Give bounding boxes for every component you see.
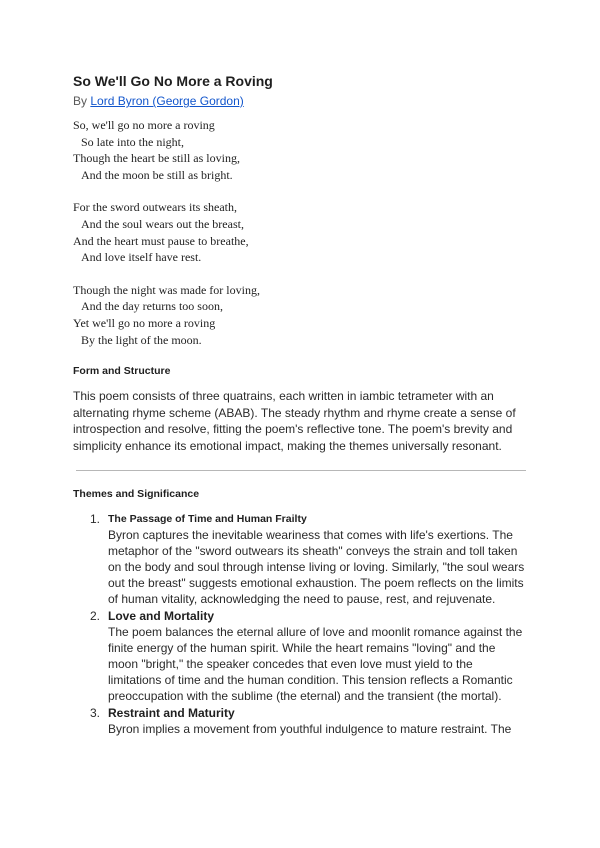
list-number: 1. xyxy=(90,511,101,526)
stanza-3 xyxy=(73,282,528,348)
poem-line: For the sword outwears its sheath, xyxy=(73,200,237,215)
byline-prefix: By xyxy=(73,94,91,108)
poem-line: And love itself have rest. xyxy=(81,250,202,265)
list-number: 2. xyxy=(90,608,101,623)
themes-section xyxy=(73,487,528,737)
themes-list xyxy=(73,511,528,737)
document-page xyxy=(73,72,528,738)
byline xyxy=(73,93,528,109)
poem-line: Yet we'll go no more a roving xyxy=(73,315,216,330)
list-item xyxy=(73,705,528,737)
poem-line: And the moon be still as bright. xyxy=(81,167,233,182)
poem-line: So, we'll go no more a roving xyxy=(73,118,215,132)
poem-line: Though the heart be still as loving, xyxy=(73,151,240,166)
form-heading: Form and Structure xyxy=(73,365,171,378)
poem-line: And the heart must pause to breathe, xyxy=(73,233,249,248)
poem-line: So late into the night, xyxy=(81,134,184,149)
poem-line: By the light of the moon. xyxy=(81,332,202,347)
list-item-text: Byron captures the inevitable weariness that comes with life's exertions. The metaphor of the "sword outwears its sheath" conveys the strain and toll taken on the body and soul through intense living or loving. Similarly, "the soul wears out the breast" suggests emotional exhaustion. The poem reflects on the limits of human vitality, acknowledging the need to pause, rest, and rejuvenate. xyxy=(108,527,525,606)
poem-line: And the day returns too soon, xyxy=(81,299,223,314)
themes-heading: Themes and Significance xyxy=(73,487,200,500)
list-item-title: Restraint and Maturity xyxy=(108,705,235,720)
list-item xyxy=(73,608,528,704)
list-item xyxy=(73,511,528,607)
poem xyxy=(73,117,528,348)
poem-line: And the soul wears out the breast, xyxy=(81,216,244,231)
form-paragraph: This poem consists of three quatrains, each written in iambic tetrameter with an alternating rhyme scheme (ABAB). The steady rhythm and rhyme create a sense of introspection and resolve, fitting the poem's reflective tone. The poem's brevity and simplicity enhance its emotional impact, making the themes universally resonant. xyxy=(73,389,516,453)
list-item-title: Love and Mortality xyxy=(108,608,215,623)
list-item-text: The poem balances the eternal allure of love and moonlit romance against the finite energy of the human spirit. While the heart remains "loving" and the moon "bright," the speaker concedes that even love must yield to the limitations of time and the human condition. This tension reflects a Romantic preoccupation with the sublime (the eternal) and the transient (the mortal). xyxy=(108,624,523,703)
list-number: 3. xyxy=(90,705,101,720)
form-section xyxy=(73,364,528,454)
stanza-1 xyxy=(73,117,528,183)
horizontal-divider xyxy=(76,470,526,471)
list-item-title: The Passage of Time and Human Frailty xyxy=(108,512,307,525)
stanza-2 xyxy=(73,199,528,265)
poem-line: Though the night was made for loving, xyxy=(73,282,260,297)
page-title: So We'll Go No More a Roving xyxy=(73,73,273,89)
list-item-text: Byron implies a movement from youthful indulgence to mature restraint. The xyxy=(108,721,512,736)
author-link[interactable]: Lord Byron (George Gordon) xyxy=(90,94,244,108)
